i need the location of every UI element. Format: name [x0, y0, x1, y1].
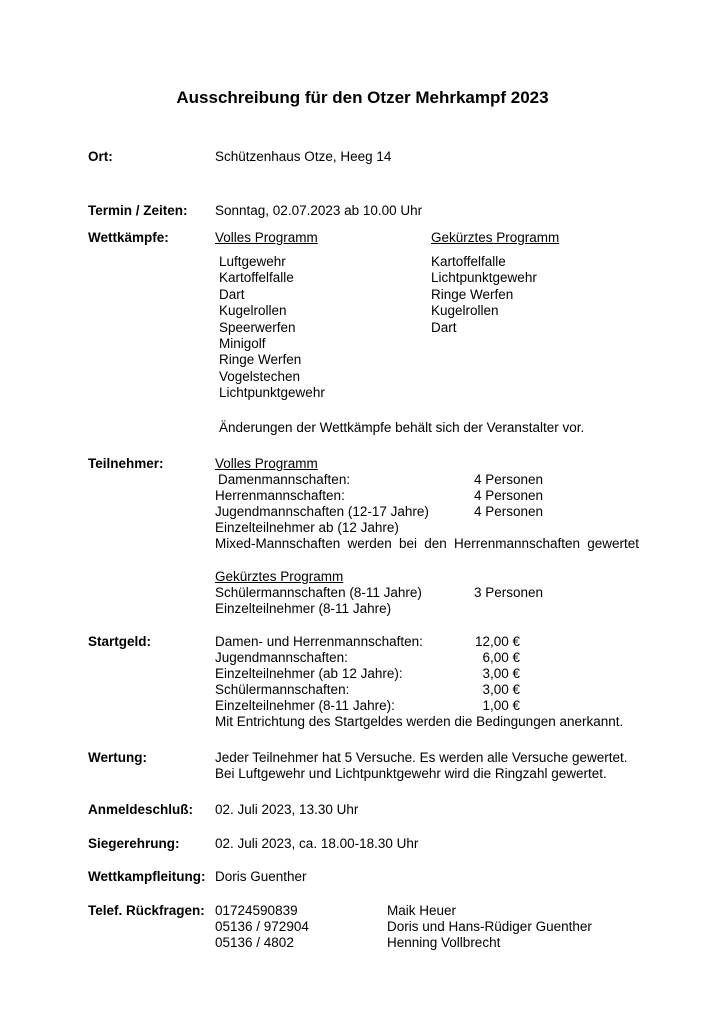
termin-value: Sonntag, 02.07.2023 ab 10.00 Uhr	[215, 203, 423, 218]
startgeld-label: Startgeld:	[88, 634, 152, 649]
list-item: Kugelrollen	[219, 303, 287, 319]
list-item: Speerwerfen	[219, 319, 296, 335]
wertung-line2: Bei Luftgewehr und Lichtpunktgewehr wird die Ringzahl gewertet.	[215, 766, 607, 781]
termin-label: Termin / Zeiten:	[88, 203, 188, 218]
startgeld-item-amount: 3,00 €	[482, 666, 520, 681]
startgeld-note: Mit Entrichtung des Startgeldes werden die Bedingungen anerkannt.	[215, 714, 624, 729]
rueckfragen-label: Telef. Rückfragen:	[88, 903, 205, 918]
teilnehmer-volles-name: Damenmannschaften:	[218, 472, 351, 487]
wettkaempfe-gekuerztes-list	[431, 254, 537, 336]
anmeldeschluss-value: 02. Juli 2023, 13.30 Uhr	[215, 802, 359, 817]
wettkaempfe-note: Änderungen der Wettkämpfe behält sich der Veranstalter vor.	[219, 420, 585, 435]
teilnehmer-gekuerztes-count: 3 Personen	[474, 585, 544, 600]
teilnehmer-volles-count: 4 Personen	[474, 488, 544, 503]
wettkaempfe-volles-heading: Volles Programm	[215, 230, 318, 245]
ort-label: Ort:	[88, 149, 113, 164]
contact-name: Henning Vollbrecht	[387, 935, 501, 950]
siegerehrung-value: 02. Juli 2023, ca. 18.00-18.30 Uhr	[215, 836, 419, 851]
contact-name: Doris und Hans-Rüdiger Guenther	[387, 919, 592, 934]
teilnehmer-mixed-note: Mixed-Mannschaften werden bei den Herrenmannschaften gewertet	[215, 536, 639, 551]
list-item: Kugelrollen	[431, 303, 499, 319]
teilnehmer-label: Teilnehmer:	[88, 456, 164, 471]
wertung-line1: Jeder Teilnehmer hat 5 Versuche. Es werden alle Versuche gewertet.	[215, 750, 628, 765]
startgeld-item-amount: 3,00 €	[482, 682, 520, 697]
startgeld-item-name: Damen- und Herrenmannschaften:	[215, 634, 423, 649]
startgeld-item-amount: 12,00 €	[474, 634, 520, 649]
list-item: Lichtpunktgewehr	[431, 270, 537, 286]
list-item: Ringe Werfen	[219, 352, 302, 368]
teilnehmer-volles-heading: Volles Programm	[215, 456, 318, 471]
startgeld-item-amount: 6,00 €	[482, 650, 520, 665]
contact-phone: 05136 / 4802	[215, 935, 294, 950]
teilnehmer-volles-count: 4 Personen	[474, 472, 544, 487]
teilnehmer-volles-name: Einzelteilnehmer ab (12 Jahre)	[215, 520, 399, 535]
contact-phone: 01724590839	[215, 903, 298, 918]
wettkampfleitung-value: Doris Guenther	[215, 869, 307, 884]
contact-name: Maik Heuer	[387, 903, 457, 918]
teilnehmer-volles-name: Jugendmannschaften (12-17 Jahre)	[215, 504, 429, 519]
list-item: Lichtpunktgewehr	[219, 385, 325, 401]
startgeld-item-name: Jugendmannschaften:	[215, 650, 348, 665]
list-item: Minigolf	[219, 335, 266, 351]
contact-phone: 05136 / 972904	[215, 919, 309, 934]
list-item: Vogelstechen	[219, 368, 301, 384]
list-item: Kartoffelfalle	[431, 254, 506, 269]
wettkaempfe-volles-list	[219, 254, 325, 402]
teilnehmer-gekuerztes-name: Schülermannschaften (8-11 Jahre)	[215, 585, 422, 600]
teilnehmer-volles-count: 4 Personen	[474, 504, 544, 519]
siegerehrung-label: Siegerehrung:	[88, 836, 180, 851]
startgeld-item-name: Schülermannschaften:	[215, 682, 350, 697]
page-title: Ausschreibung für den Otzer Mehrkampf 2023	[176, 88, 549, 107]
teilnehmer-volles-name: Herrenmannschaften:	[215, 488, 345, 503]
teilnehmer-gekuerztes-name: Einzelteilnehmer (8-11 Jahre)	[215, 601, 392, 616]
list-item: Ringe Werfen	[431, 286, 514, 302]
startgeld-item-name: Einzelteilnehmer (ab 12 Jahre):	[215, 666, 403, 681]
wettkaempfe-gekuerztes-heading: Gekürztes Programm	[431, 230, 560, 245]
wettkampfleitung-label: Wettkampfleitung:	[88, 869, 206, 884]
startgeld-item-name: Einzelteilnehmer (8-11 Jahre):	[215, 698, 395, 713]
list-item: Dart	[219, 286, 245, 302]
anmeldeschluss-label: Anmeldeschluß:	[88, 802, 194, 817]
startgeld-item-amount: 1,00 €	[482, 698, 520, 713]
list-item: Luftgewehr	[219, 254, 286, 269]
list-item: Kartoffelfalle	[219, 270, 294, 286]
list-item: Dart	[431, 319, 457, 335]
teilnehmer-gekuerztes-heading: Gekürztes Programm	[215, 569, 344, 584]
wettkaempfe-label: Wettkämpfe:	[88, 230, 169, 245]
ort-value: Schützenhaus Otze, Heeg 14	[215, 149, 392, 164]
wertung-label: Wertung:	[88, 750, 147, 765]
